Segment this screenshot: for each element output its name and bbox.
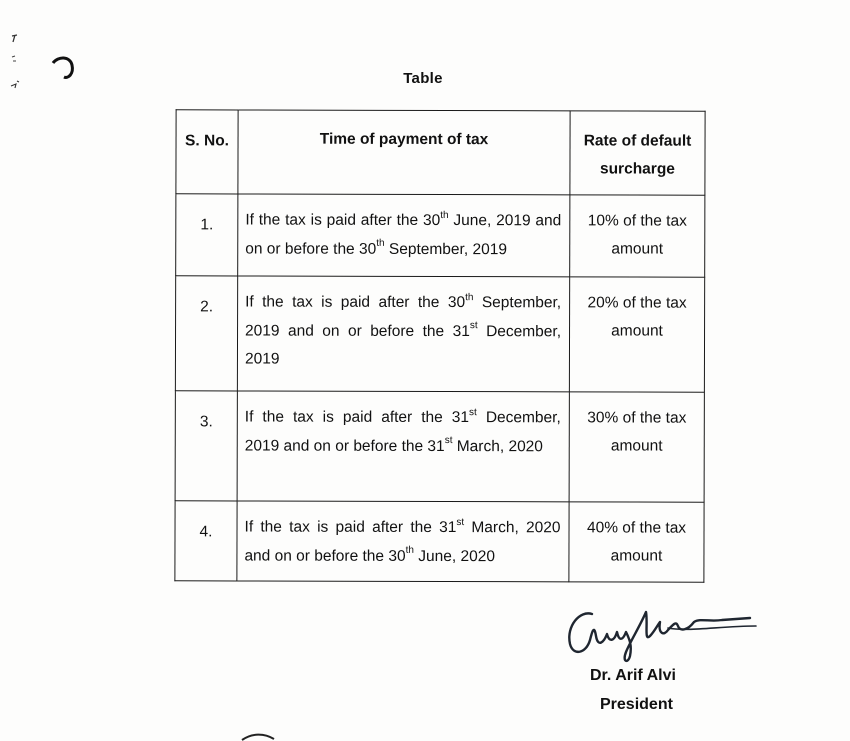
row-description: If the tax is paid after the 31st March, 2020 and on or before the 30th June, 2020: [237, 501, 569, 582]
row-description: If the tax is paid after the 30th June, 2019 and on or before the 30th September, 2019: [238, 194, 570, 277]
row-rate: 30% of the tax amount: [569, 392, 704, 502]
row-sno: 2.: [175, 276, 237, 391]
table-title: Table: [403, 70, 443, 87]
table-row: [175, 501, 704, 582]
surcharge-table: [174, 109, 705, 582]
table-header-row: [176, 110, 705, 195]
signatory-designation: President: [600, 696, 673, 713]
row-rate: 10% of the tax amount: [570, 195, 705, 277]
scan-mark: [238, 733, 278, 741]
row-rate: 20% of the tax amount: [569, 277, 704, 392]
margin-marks: [8, 30, 88, 100]
header-time-of-payment: Time of payment of tax: [238, 110, 570, 195]
row-sno: 1.: [176, 194, 238, 276]
header-rate-line1: Rate of default: [583, 132, 692, 150]
table-row: [176, 194, 705, 277]
row-sno: 4.: [175, 501, 237, 581]
signatory-name: Dr. Arif Alvi: [590, 667, 676, 684]
header-rate-line2: surcharge: [599, 160, 675, 178]
header-rate: [570, 111, 705, 195]
signature: [560, 596, 760, 666]
table-row: [175, 276, 704, 392]
table-row: [175, 391, 704, 502]
row-description: If the tax is paid after the 30th September, 2019 and on or before the 31st December, 2019: [237, 276, 569, 392]
row-sno: 3.: [175, 391, 237, 501]
row-description: If the tax is paid after the 31st December, 2019 and on or before the 31st March, 2020: [237, 391, 569, 502]
header-sno: S. No.: [176, 110, 238, 194]
row-rate: 40% of the tax amount: [569, 502, 704, 582]
